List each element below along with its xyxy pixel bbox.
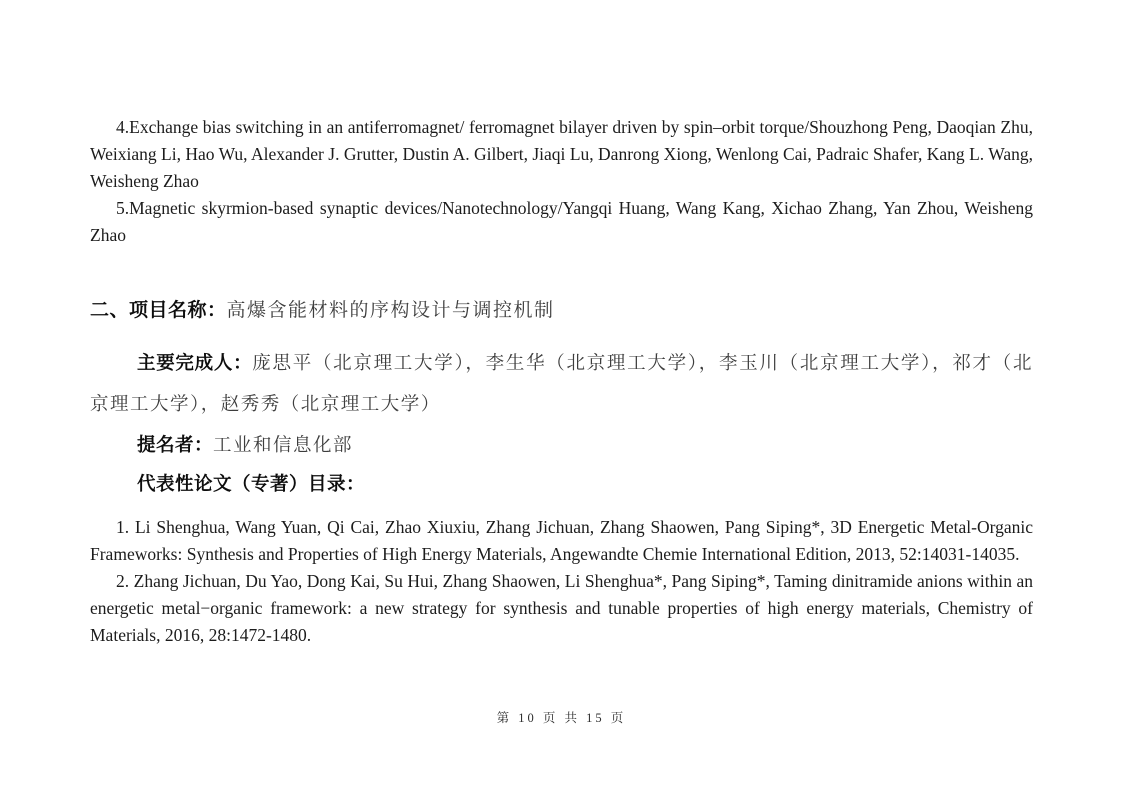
nominator-line: [90, 426, 1033, 465]
nominator-label: 提名者：: [137, 434, 214, 455]
completers-value: 庞思平（北京理工大学），李生华（北京理工大学），李玉川（北京理工大学），祁才（北京理工大学），赵秀秀（北京理工大学）: [90, 354, 1033, 415]
representative-papers-heading: 代表性论文（专著）目录：: [137, 473, 366, 494]
publication-item-4: 4.Exchange bias switching in an antiferromagnet/ ferromagnet bilayer driven by spin–orbit torque/Shouzhong Peng, Daoqian Zhu, Weixiang Li, Hao Wu, Alexander J. Grutter, Dustin A. Gilbert, Jiaqi Lu, Danrong Xiong, Wenlong Cai, Padraic Shafer, Kang L. Wang, Weisheng Zhao: [90, 117, 1033, 191]
paper-item-1: 1. Li Shenghua, Wang Yuan, Qi Cai, Zhao Xiuxiu, Zhang Jichuan, Zhang Shaowen, Pang Siping*, 3D Energetic Metal-Organic Frameworks: Synthesis and Properties of High Energy Materials, Angewandte Chemie International Edition, 2013, 52:14031-14035.: [90, 517, 1033, 564]
nominator-value: 工业和信息化部: [213, 436, 354, 456]
completers-label: 主要完成人：: [137, 352, 253, 373]
papers-list: [90, 514, 1033, 649]
paper-item-2: 2. Zhang Jichuan, Du Yao, Dong Kai, Su Hui, Zhang Shaowen, Li Shenghua*, Pang Siping*, Taming dinitramide anions within an energetic metal−organic framework: a new strategy for synthesis and tunable properties of high energy materials, Chemistry of Materials, 2016, 28:1472-1480.: [90, 571, 1033, 645]
page-number-footer: 第 10 页 共 15 页: [496, 711, 627, 725]
project-section-label: 二、项目名称：: [90, 300, 227, 321]
project-section-heading: [90, 296, 1033, 326]
project-title: 高爆含能材料的序构设计与调控机制: [226, 300, 555, 321]
main-completers-paragraph: [90, 342, 1033, 426]
publication-item-5: 5.Magnetic skyrmion-based synaptic devices/Nanotechnology/Yangqi Huang, Wang Kang, Xichao Zhang, Yan Zhou, Weisheng Zhao: [90, 198, 1033, 245]
